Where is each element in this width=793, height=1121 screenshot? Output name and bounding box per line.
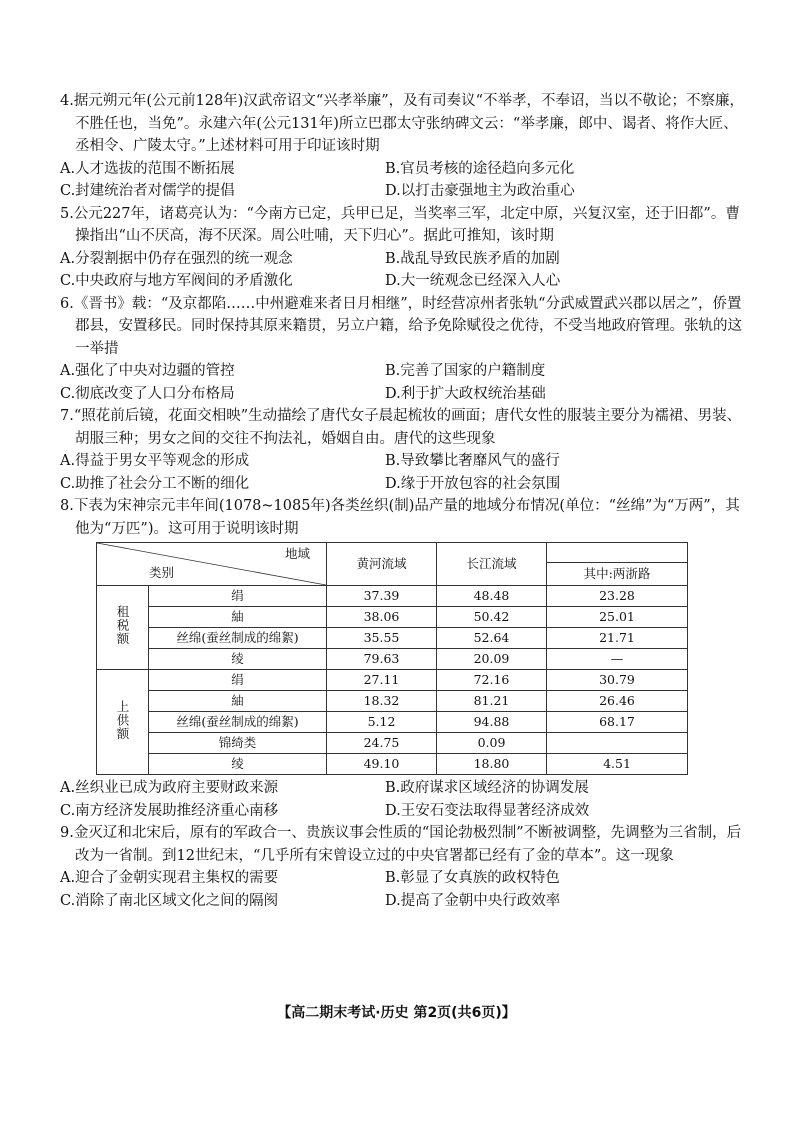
cell-zhejiang: 68.17 — [547, 712, 688, 733]
question-6 — [60, 293, 750, 406]
header-empty — [547, 543, 688, 563]
question-stem: 7.“照花前后镜，花面交相映”生动描绘了唐代女子晨起梳妆的画面；唐代女性的服装主要分为襦裙、男装、胡服三种；男女之间的交往不拘法礼，婚姻自由。唐代的这些现象 — [60, 408, 742, 447]
group-label: 租税额 — [97, 586, 149, 670]
cell-changjiang: 94.88 — [437, 712, 547, 733]
header-huanghe: 黄河流域 — [327, 543, 437, 586]
question-stem: 9.金灭辽和北宋后，原有的军政合一、贵族议事会性质的“国论勃极烈制”不断被调整，先调整为三省制，后改为一省制。到12世纪末，“几乎所有宋曾设立过的中央官署都已经有了金的草本”。这一现象 — [60, 825, 742, 864]
cell-huanghe: 27.11 — [327, 670, 437, 691]
option-a[interactable]: A.得益于男女平等观念的形成 — [60, 453, 250, 469]
question-4 — [60, 90, 750, 203]
option-c[interactable]: C.南方经济发展助推经济重心南移 — [60, 802, 279, 819]
row-item: 绢 — [149, 586, 327, 607]
cell-huanghe: 37.39 — [327, 586, 437, 607]
corner-region-label: 地域 — [284, 546, 310, 561]
option-d[interactable]: D.缘于开放包容的社会氛围 — [385, 475, 561, 492]
option-a[interactable]: A.迎合了金朝实现君主集权的需要 — [60, 870, 279, 886]
option-c[interactable]: C.彻底改变了人口分布格局 — [60, 385, 235, 402]
options — [60, 867, 750, 912]
cell-zhejiang: 21.71 — [547, 628, 688, 649]
cell-zhejiang — [547, 733, 688, 754]
row-item: 锦绮类 — [149, 733, 327, 754]
option-a[interactable]: A.丝织业已成为政府主要财政来源 — [60, 780, 279, 796]
options — [60, 158, 750, 203]
option-c[interactable]: C.封建统治者对儒学的提倡 — [60, 183, 235, 199]
options — [60, 450, 750, 495]
corner-category-label: 类别 — [149, 565, 175, 580]
option-d[interactable]: D.大一统观念已经深入人心 — [385, 273, 561, 289]
cell-zhejiang: 30.79 — [547, 670, 688, 691]
table-row — [97, 628, 688, 649]
cell-changjiang: 20.09 — [437, 649, 547, 670]
option-c[interactable]: C.助推了社会分工不断的细化 — [60, 475, 250, 492]
cell-huanghe: 49.10 — [327, 754, 437, 775]
table-row — [97, 649, 688, 670]
question-stem: 6.《晋书》载：“及京都陷……中州避难来者日月相继”，时经营凉州者张轨“分武威置武兴郡以居之”，侨置郡县，安置移民。同时保持其原来籍贯，另立户籍，给予免除赋役之优待，不受当地政府管理。张轨的这一举措 — [60, 295, 742, 357]
option-d[interactable]: D.提高了金朝中央行政效率 — [385, 892, 561, 909]
table-row — [97, 754, 688, 775]
cell-changjiang: 72.16 — [437, 670, 547, 691]
cell-zhejiang: — — [547, 649, 688, 670]
cell-zhejiang: 23.28 — [547, 586, 688, 607]
option-d[interactable]: D.以打击豪强地主为政治重心 — [385, 183, 575, 199]
row-item: 紬 — [149, 691, 327, 712]
option-b[interactable]: B.战乱导致民族矛盾的加剧 — [385, 250, 560, 267]
option-d[interactable]: D.王安石变法取得显著经济成效 — [385, 802, 590, 819]
option-a[interactable]: A.人才选拔的范围不断拓展 — [60, 160, 235, 177]
row-item: 丝绵(蚕丝制成的绵絮) — [149, 628, 327, 649]
row-item: 绢 — [149, 670, 327, 691]
row-item: 绫 — [149, 754, 327, 775]
option-c[interactable]: C.中央政府与地方军阀间的矛盾激化 — [60, 273, 293, 289]
cell-changjiang: 50.42 — [437, 607, 547, 628]
row-item: 丝绵(蚕丝制成的绵絮) — [149, 712, 327, 733]
cell-huanghe: 5.12 — [327, 712, 437, 733]
table-row — [97, 691, 688, 712]
cell-huanghe: 79.63 — [327, 649, 437, 670]
option-a[interactable]: A.强化了中央对边疆的管控 — [60, 363, 235, 379]
options — [60, 360, 750, 405]
question-stem: 5.公元227年，诸葛亮认为：“今南方已定，兵甲已足，当奖率三军，北定中原，兴复汉室，还于旧都”。曹操指出“山不厌高，海不厌深。周公吐哺，天下归心”。据此可推知，该时期 — [60, 205, 740, 244]
table-row — [97, 607, 688, 628]
option-b[interactable]: B.政府谋求区域经济的协调发展 — [385, 780, 589, 796]
option-c[interactable]: C.消除了南北区域文化之间的隔阂 — [60, 892, 279, 909]
silk-production-table — [96, 542, 688, 775]
page-content — [60, 90, 750, 912]
options — [60, 248, 750, 293]
cell-huanghe: 18.32 — [327, 691, 437, 712]
table-row — [97, 712, 688, 733]
table-row — [97, 733, 688, 754]
cell-changjiang: 48.48 — [437, 586, 547, 607]
table-row — [97, 670, 688, 691]
table-row — [97, 586, 688, 607]
question-7 — [60, 405, 750, 495]
option-d[interactable]: D.利于扩大政权统治基础 — [385, 385, 546, 402]
header-zhejiang: 其中:两浙路 — [547, 562, 688, 585]
option-b[interactable]: B.导致攀比奢靡风气的盛行 — [385, 453, 560, 469]
option-b[interactable]: B.彰显了女真族的政权特色 — [385, 870, 560, 886]
options — [60, 777, 750, 822]
question-stem: 8.下表为宋神宗元丰年间(1078~1085年)各类丝织(制)品产量的地域分布情况(单位：“丝绵”为“万两”，其他为“万匹”)。这可用于说明该时期 — [60, 498, 740, 537]
option-b[interactable]: B.完善了国家的户籍制度 — [385, 363, 546, 379]
cell-huanghe: 35.55 — [327, 628, 437, 649]
question-9 — [60, 822, 750, 912]
option-a[interactable]: A.分裂割据中仍存在强烈的统一观念 — [60, 250, 293, 267]
question-5 — [60, 203, 750, 293]
table-corner-header — [97, 543, 327, 586]
cell-changjiang: 81.21 — [437, 691, 547, 712]
page-footer: 【高二期末考试·历史 第2页(共6页)】 — [277, 1005, 516, 1021]
cell-changjiang: 18.80 — [437, 754, 547, 775]
question-stem: 4.据元朔元年(公元前128年)汉武帝诏文“兴孝举廉”，及有司奏议“不举孝，不奉诏，当以不敬论；不察廉，不胜任也，当免”。永建六年(公元131年)所立巴郡太守张纳碑文云：“举孝廉，郎中、谒者、将作大匠、丞相令、广陵太守。”上述材料可用于印证该时期 — [60, 93, 745, 154]
cell-zhejiang: 26.46 — [547, 691, 688, 712]
cell-changjiang: 52.64 — [437, 628, 547, 649]
header-changjiang: 长江流域 — [437, 543, 547, 586]
cell-huanghe: 38.06 — [327, 607, 437, 628]
group-label: 上供额 — [97, 670, 149, 775]
option-b[interactable]: B.官员考核的途径趋向多元化 — [385, 160, 575, 177]
question-8 — [60, 495, 750, 822]
row-item: 紬 — [149, 607, 327, 628]
cell-zhejiang: 4.51 — [547, 754, 688, 775]
cell-huanghe: 24.75 — [327, 733, 437, 754]
cell-changjiang: 0.09 — [437, 733, 547, 754]
cell-zhejiang: 25.01 — [547, 607, 688, 628]
row-item: 绫 — [149, 649, 327, 670]
